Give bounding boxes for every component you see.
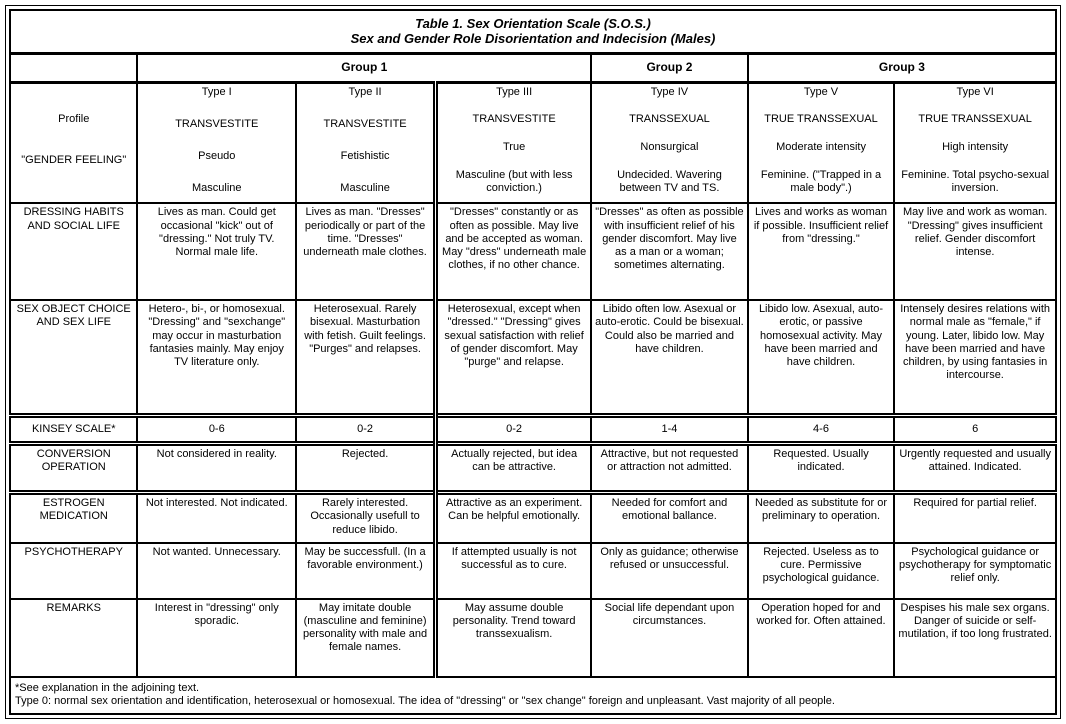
type-name: TRANSVESTITE (472, 113, 556, 126)
type-name: TRANSVESTITE (175, 117, 259, 130)
cell-dressing-type6: May live and work as woman. "Dressing" gives insufficient relief. Gender discomfort intense. (894, 203, 1056, 300)
cell-sexobject-type4: Libido often low. Asexual or auto-erotic. Could be bisexual. Could also be married and have children. (591, 300, 748, 415)
type-feeling: Masculine (192, 182, 242, 195)
cell-conversion-type6: Urgently requested and usually attained. Indicated. (894, 443, 1056, 492)
type-label: Type VI (956, 85, 994, 98)
type-feeling: Feminine. ("Trapped in a male body".) (760, 169, 882, 195)
row-label-estrogen-medication: ESTROGEN MEDICATION (10, 493, 137, 543)
type-feeling: Masculine (340, 182, 390, 195)
row-label-dressing-habits: DRESSING HABITS AND SOCIAL LIFE (10, 203, 137, 300)
row-label-sex-object: SEX OBJECT CHOICE AND SEX LIFE (10, 300, 137, 415)
profile-type1 (137, 82, 296, 203)
profile-type3 (436, 82, 592, 203)
type-subtype: Fetishistic (340, 150, 390, 163)
profile-type5 (748, 82, 895, 203)
cell-psycho-type3: If attempted usually is not successful as to cure. (436, 543, 592, 599)
table-title-line2: Sex and Gender Role Disorientation and Indecision (Males) (350, 31, 716, 47)
cell-psycho-type2: May be successfull. (In a favorable environment.) (296, 543, 436, 599)
cell-sexobject-type5: Libido low. Asexual, auto-erotic, or passive homosexual activity. May have been married and have children. (748, 300, 895, 415)
cell-estrogen-type6: Required for partial relief. (894, 493, 1056, 543)
footnote-type0: Type 0: normal sex orientation and identification, heterosexual or homosexual. The idea of "dressing" or "sex change" foreign and unpleasant. Vast majority of all people. (15, 695, 835, 708)
cell-kinsey-type4: 1-4 (591, 415, 748, 443)
footnote-asterisk: *See explanation in the adjoining text. (15, 681, 200, 694)
cell-remarks-type2: May imitate double (masculine and feminine) personality with male and female names. (296, 599, 436, 677)
type-label: Type II (348, 85, 382, 98)
row-label-profile (10, 82, 137, 203)
cell-sexobject-type6: Intensely desires relations with normal male as "female," if young. Later, libido low. May have been married and have children, by using fantasies in intercourse. (894, 300, 1056, 415)
type-label: Type I (201, 85, 232, 98)
cell-remarks-type1: Interest in "dressing" only sporadic. (137, 599, 296, 677)
profile-type2 (296, 82, 436, 203)
cell-dressing-type1: Lives as man. Could get occasional "kick" out of "dressing." Not truly TV. Normal male life. (137, 203, 296, 300)
group3-header: Group 3 (748, 53, 1056, 82)
group2-header: Group 2 (591, 53, 748, 82)
cell-dressing-type2: Lives as man. "Dresses" periodically or part of the time. "Dresses" underneath male clothes. (296, 203, 436, 300)
row-label-remarks: REMARKS (10, 599, 137, 677)
profile-type6 (894, 82, 1056, 203)
cell-psycho-type6: Psychological guidance or psychotherapy for symptomatic relief only. (894, 543, 1056, 599)
type-feeling: Undecided. Wavering between TV and TS. (617, 169, 722, 195)
cell-sexobject-type1: Hetero-, bi-, or homosexual. "Dressing" and "sexchange" may occur in masturbation fantasies mainly. May enjoy TV literature only. (137, 300, 296, 415)
type-name: TRUE TRANSSEXUAL (764, 113, 878, 126)
cell-psycho-type4: Only as guidance; otherwise refused or unsuccessful. (591, 543, 748, 599)
cell-remarks-type4: Social life dependant upon circumstances. (591, 599, 748, 677)
profile-label-line1: Profile (58, 113, 90, 126)
profile-label-line2: "GENDER FEELING" (21, 154, 127, 167)
cell-dressing-type3: "Dresses" constantly or as often as possible. May live and be accepted as woman. May "dress" underneath male clothes, if no other chance. (436, 203, 592, 300)
type-subtype: True (503, 141, 526, 154)
cell-kinsey-type5: 4-6 (748, 415, 895, 443)
type-label: Type IV (650, 85, 689, 98)
type-subtype: Nonsurgical (640, 141, 699, 154)
type-feeling: Masculine (but with less conviction.) (455, 169, 573, 195)
cell-remarks-type5: Operation hoped for and worked for. Often attained. (748, 599, 895, 677)
cell-dressing-type4: "Dresses" as often as possible with insufficient relief of his gender discomfort. May live as a man or a woman; sometimes alternating. (591, 203, 748, 300)
type-subtype: High intensity (942, 141, 1009, 154)
group-header-empty (10, 53, 137, 82)
cell-conversion-type1: Not considered in reality. (137, 443, 296, 492)
cell-remarks-type6: Despises his male sex organs. Danger of suicide or self-mutilation, if too long frustrated. (894, 599, 1056, 677)
cell-estrogen-type2: Rarely interested. Occasionally usefull to reduce libido. (296, 493, 436, 543)
cell-estrogen-type1: Not interested. Not indicated. (137, 493, 296, 543)
table-title-line1: Table 1. Sex Orientation Scale (S.O.S.) (415, 15, 651, 31)
cell-kinsey-type6: 6 (894, 415, 1056, 443)
cell-remarks-type3: May assume double personality. Trend toward transsexualism. (436, 599, 592, 677)
type-subtype: Pseudo (198, 150, 236, 163)
profile-type4 (591, 82, 748, 203)
cell-conversion-type5: Requested. Usually indicated. (748, 443, 895, 492)
cell-psycho-type1: Not wanted. Unnecessary. (137, 543, 296, 599)
cell-conversion-type2: Rejected. (296, 443, 436, 492)
cell-kinsey-type2: 0-2 (296, 415, 436, 443)
row-label-psychotherapy: PSYCHOTHERAPY (10, 543, 137, 599)
row-label-conversion-operation: CONVERSION OPERATION (10, 443, 137, 492)
row-label-kinsey-scale: KINSEY SCALE* (10, 415, 137, 443)
footnotes (10, 677, 1056, 714)
type-label: Type III (496, 85, 533, 98)
type-subtype: Moderate intensity (776, 141, 866, 154)
cell-estrogen-type3: Attractive as an experiment. Can be helpful emotionally. (436, 493, 592, 543)
cell-sexobject-type3: Heterosexual, except when "dressed." "Dressing" gives sexual satisfaction with relief of gender discomfort. May "purge" and relapse. (436, 300, 592, 415)
sos-table (9, 9, 1057, 715)
table-title (10, 10, 1056, 53)
cell-conversion-type3: Actually rejected, but idea can be attractive. (436, 443, 592, 492)
cell-sexobject-type2: Heterosexual. Rarely bisexual. Masturbation with fetish. Guilt feelings. "Purges" and relapses. (296, 300, 436, 415)
cell-psycho-type5: Rejected. Useless as to cure. Permissive psychological guidance. (748, 543, 895, 599)
type-feeling: Feminine. Total psycho-sexual inversion. (901, 169, 1050, 195)
type-name: TRANSSEXUAL (629, 113, 710, 126)
cell-kinsey-type1: 0-6 (137, 415, 296, 443)
cell-kinsey-type3: 0-2 (436, 415, 592, 443)
group1-header: Group 1 (137, 53, 591, 82)
type-name: TRANSVESTITE (323, 117, 407, 130)
cell-conversion-type4: Attractive, but not requested or attraction not admitted. (591, 443, 748, 492)
type-name: TRUE TRANSSEXUAL (918, 113, 1032, 126)
table-frame (5, 5, 1061, 719)
cell-estrogen-type4: Needed for comfort and emotional ballance. (591, 493, 748, 543)
cell-estrogen-type5: Needed as substitute for or preliminary to operation. (748, 493, 895, 543)
type-label: Type V (803, 85, 839, 98)
cell-dressing-type5: Lives and works as woman if possible. Insufficient relief from "dressing." (748, 203, 895, 300)
